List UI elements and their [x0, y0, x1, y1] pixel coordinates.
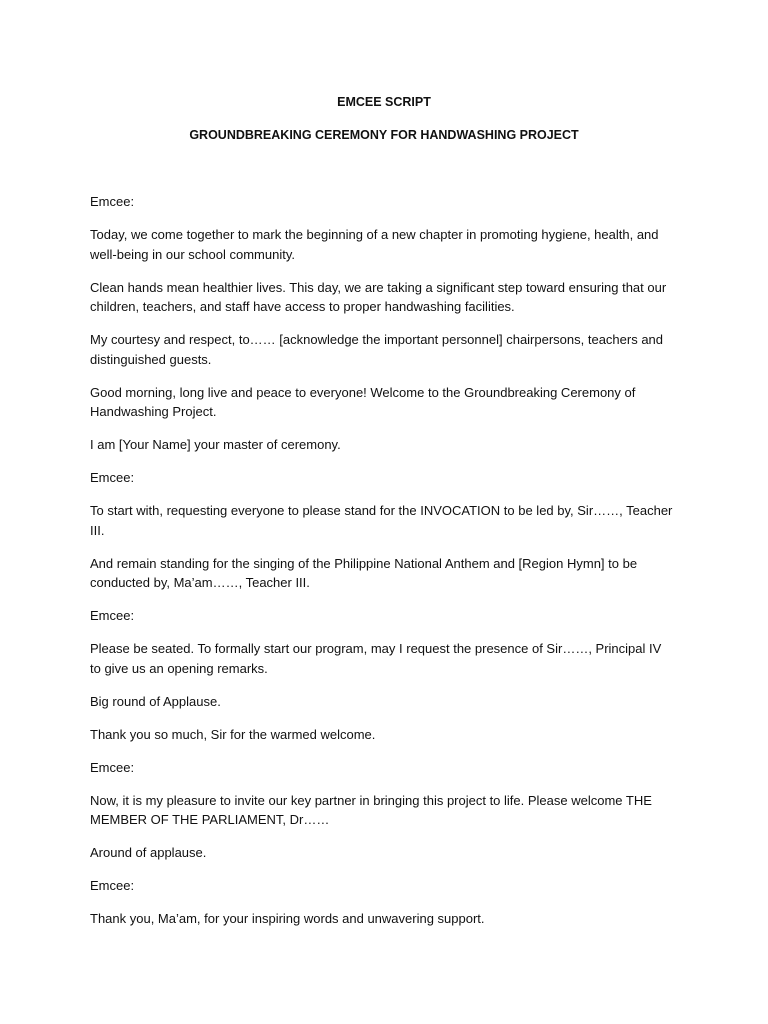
- paragraph-thanks-maam: Thank you, Ma’am, for your inspiring words and unwavering support.: [90, 911, 485, 926]
- paragraph-opening: Today, we come together to mark the beginning of a new chapter in promoting hygiene, health, and well-being in our school community.: [90, 227, 659, 262]
- paragraph-thanks-sir: Thank you so much, Sir for the warmed welcome.: [90, 726, 376, 742]
- paragraph-greeting: Good morning, long live and peace to everyone! Welcome to the Groundbreaking Ceremony of Handwashing Project.: [90, 384, 636, 419]
- paragraph-clean-hands: Clean hands mean healthier lives. This day, we are taking a significant step toward ensuring that our children, teachers, and staff have access to proper handwashing facilities.: [90, 279, 667, 314]
- paragraph-emcee-label: Emcee:: [90, 608, 135, 623]
- paragraph-introduction: I am [Your Name] your master of ceremony.: [90, 437, 341, 452]
- document-subtitle: GROUNDBREAKING CEREMONY FOR HANDWASHING PROJECT: [189, 128, 579, 142]
- document-title: EMCEE SCRIPT: [337, 95, 431, 109]
- paragraph-courtesy: My courtesy and respect, to…… [acknowledge the important personnel] chairpersons, teachers and distinguished guests.: [90, 332, 664, 367]
- paragraph-key-partner: Now, it is my pleasure to invite our key partner in bringing this project to life. Please welcome THE MEMBER OF THE PARLIAMENT, Dr……: [90, 792, 652, 827]
- paragraph-emcee-label: Emcee:: [90, 878, 135, 893]
- paragraph-emcee-label: Emcee:: [90, 470, 135, 485]
- paragraph-emcee-label: Emcee:: [90, 194, 135, 209]
- paragraph-anthem: And remain standing for the singing of the Philippine National Anthem and [Region Hymn] to be conducted by, Ma’am……, Teacher III.: [90, 555, 638, 590]
- paragraph-opening-remarks: Please be seated. To formally start our program, may I request the presence of Sir……, Principal IV to give us an opening remarks.: [90, 641, 662, 676]
- paragraph-applause: Around of applause.: [90, 845, 207, 860]
- paragraph-invocation: To start with, requesting everyone to please stand for the INVOCATION to be led by, Sir……, Teacher III.: [90, 503, 673, 538]
- paragraph-emcee-label: Emcee:: [90, 759, 135, 775]
- script-body: [90, 192, 675, 942]
- paragraph-applause: Big round of Applause.: [90, 693, 221, 709]
